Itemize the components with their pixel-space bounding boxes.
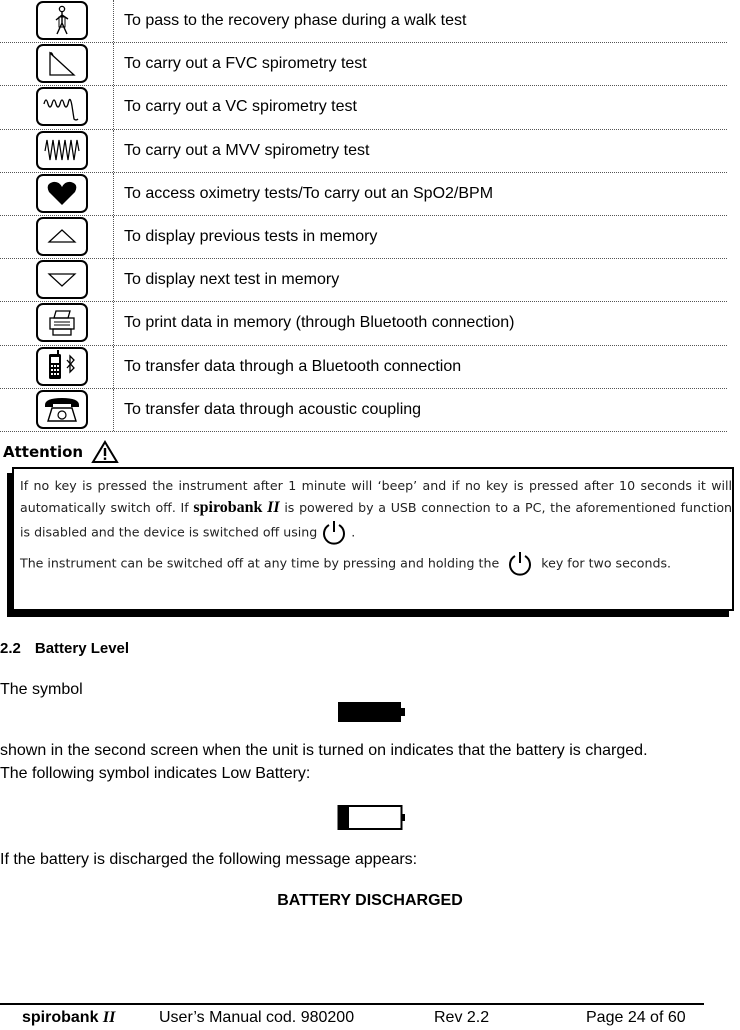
footer-manual: User’s Manual cod. 980200 bbox=[159, 1009, 355, 1026]
mvv-icon bbox=[36, 131, 88, 170]
section-number: 2.2 bbox=[0, 640, 21, 657]
battery-full-icon bbox=[337, 700, 407, 724]
key-row-mvv bbox=[0, 130, 727, 173]
battery-low-icon bbox=[337, 804, 407, 832]
attention-text: The instrument can be switched off at any time by pressing and holding the bbox=[20, 555, 500, 571]
telephone-icon bbox=[36, 390, 88, 429]
warning-triangle-icon bbox=[91, 440, 119, 464]
icon-cell bbox=[0, 302, 114, 344]
footer-brand bbox=[22, 1009, 115, 1027]
footer-revision: Rev 2.2 bbox=[434, 1009, 490, 1026]
vc-icon bbox=[36, 87, 88, 126]
down-arrow-icon bbox=[36, 260, 88, 299]
key-row-next bbox=[0, 259, 727, 302]
key-row-previous bbox=[0, 216, 727, 259]
key-description: To access oximetry tests/To carry out an SpO2/BPM bbox=[124, 184, 494, 202]
icon-cell bbox=[0, 389, 114, 431]
brand-text: spirobank bbox=[193, 499, 263, 516]
attention-text: If no key is pressed the instrument after 1 minute will ‘beep’ and if no key is pressed after 10 seconds it will automatically switch off. If bbox=[20, 478, 732, 515]
key-description: To transfer data through acoustic coupling bbox=[124, 400, 422, 418]
power-icon bbox=[506, 550, 534, 578]
key-row-walk-recovery bbox=[0, 0, 727, 43]
key-description: To display previous tests in memory bbox=[124, 228, 378, 246]
up-arrow-icon bbox=[36, 217, 88, 256]
footer-brand-text: spirobank bbox=[22, 1009, 99, 1026]
section-heading bbox=[0, 640, 129, 657]
charged-text: shown in the second screen when the unit is turned on indicates that the battery is charged. bbox=[0, 742, 648, 759]
fvc-icon bbox=[36, 44, 88, 83]
icon-cell bbox=[0, 216, 114, 258]
footer-brand-name bbox=[22, 1009, 115, 1026]
key-description: To carry out a MVV spirometry test bbox=[124, 141, 370, 159]
power-icon bbox=[320, 519, 348, 547]
key-description: To pass to the recovery phase during a walk test bbox=[124, 12, 467, 30]
symbol-text: The symbol bbox=[0, 681, 83, 698]
icon-cell bbox=[0, 43, 114, 85]
key-description: To display next test in memory bbox=[124, 271, 340, 289]
footer-divider bbox=[0, 1003, 704, 1005]
icon-cell bbox=[0, 346, 114, 388]
key-row-print bbox=[0, 302, 727, 345]
key-function-table bbox=[0, 0, 727, 432]
attention-heading bbox=[3, 440, 119, 464]
battery-discharged-message: BATTERY DISCHARGED bbox=[277, 892, 463, 909]
section-title: Battery Level bbox=[34, 640, 130, 657]
key-description: To carry out a FVC spirometry test bbox=[124, 55, 367, 73]
walk-recovery-icon bbox=[36, 1, 88, 40]
attention-label: Attention bbox=[3, 443, 84, 461]
icon-cell bbox=[0, 173, 114, 215]
icon-cell bbox=[0, 86, 114, 128]
heart-icon bbox=[36, 174, 88, 213]
key-description: To transfer data through a Bluetooth connection bbox=[124, 357, 462, 375]
attention-text: is powered by a USB connection to a PC, the aforementioned function is disabled and the device is switched off using bbox=[20, 500, 733, 540]
icon-cell bbox=[0, 130, 114, 172]
attention-paragraph-1 bbox=[20, 475, 732, 547]
key-row-fvc bbox=[0, 43, 727, 86]
icon-cell bbox=[0, 259, 114, 301]
icon-cell bbox=[0, 0, 114, 42]
attention-paragraph-2 bbox=[20, 550, 732, 578]
key-row-vc bbox=[0, 86, 727, 129]
footer-brand-suffix: II bbox=[102, 1009, 116, 1026]
attention-text: . bbox=[351, 524, 356, 540]
printer-icon bbox=[36, 303, 88, 342]
attention-text: key for two seconds. bbox=[541, 555, 672, 571]
footer-page-number: Page 24 of 60 bbox=[586, 1009, 686, 1026]
key-row-oximetry bbox=[0, 173, 727, 216]
brand-suffix: II bbox=[267, 499, 280, 516]
low-battery-text: The following symbol indicates Low Battery: bbox=[0, 765, 311, 782]
discharged-text: If the battery is discharged the following message appears: bbox=[0, 851, 418, 868]
attention-box bbox=[12, 467, 734, 611]
key-row-acoustic bbox=[0, 389, 727, 432]
key-row-bluetooth bbox=[0, 346, 727, 389]
brand-name bbox=[193, 499, 279, 516]
bluetooth-phone-icon bbox=[36, 347, 88, 386]
key-description: To print data in memory (through Bluetooth connection) bbox=[124, 314, 515, 332]
key-description: To carry out a VC spirometry test bbox=[124, 98, 357, 116]
